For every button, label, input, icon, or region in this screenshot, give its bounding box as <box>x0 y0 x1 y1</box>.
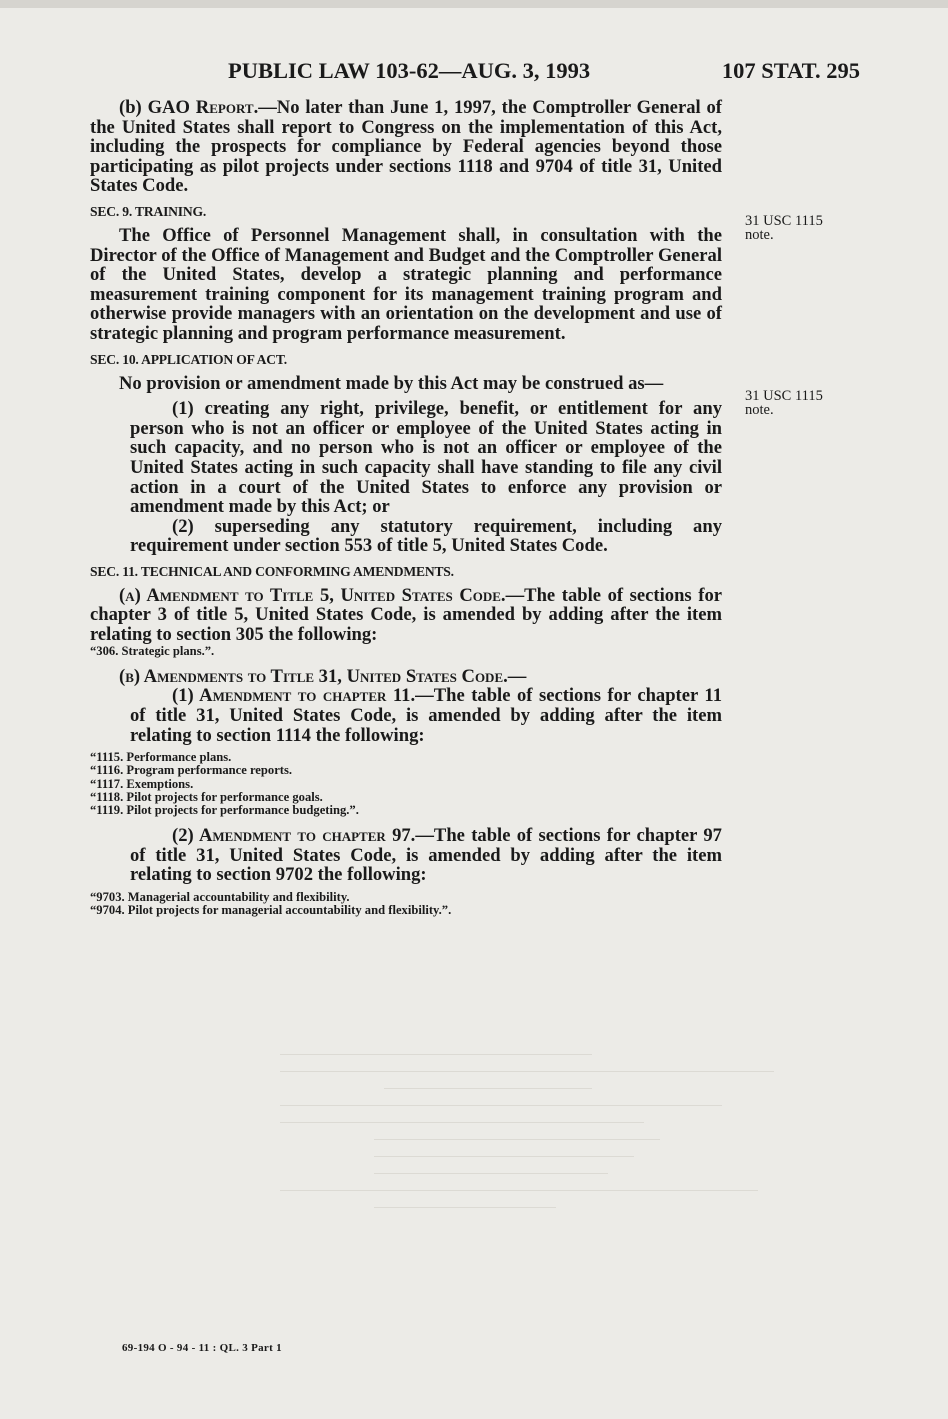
amendment-a-text: —The table of sections for chapter 3 of title 5, United States Code, is amended by adding after the item relating to section 305 the following: <box>90 584 722 646</box>
gao-text: .—No later than June 1, 1997, the Comptroller General of the United States shall report to Congress on the implementation of this Act, including the prospects for compliance by Federal agencies beyond those participating as pilot projects under sections 1118 and 9704 of title 31, United States Code. <box>90 97 723 197</box>
page-header <box>90 58 860 92</box>
amendment-b1-text: —The table of sections for chapter 11 of title 31, United States Code, is amended by adding after the item relating to section 1114 the following: <box>130 685 722 746</box>
document-body <box>90 98 722 917</box>
bleed-through-background <box>280 1040 800 1230</box>
page-edge <box>0 0 948 8</box>
page-footer: 69-194 O - 94 - 11 : QL. 3 Part 1 <box>122 1342 282 1354</box>
section-heading-10: SEC. 10. APPLICATION OF ACT. <box>90 351 287 367</box>
amendment-a-label: (a) Amendment to Title 5, United States Code. <box>119 584 506 606</box>
margin-note-citation: 31 USC 1115 <box>745 388 823 404</box>
application-intro: No provision or amendment made by this Act may be construed as— <box>119 372 664 394</box>
application-item-2: (2) superseding any statutory requirement, including any requirement under section 553 of title 5, United States Code. <box>130 515 722 557</box>
margin-note-label: note. <box>745 227 774 243</box>
amendment-b2-text: —The table of sections for chapter 97 of title 31, United States Code, is amended by adding after the item relating to section 9702 the following: <box>130 825 722 886</box>
section-heading-9: SEC. 9. TRAINING. <box>90 203 207 219</box>
amendment-b1-list <box>90 751 722 817</box>
amendment-b-heading <box>90 667 722 687</box>
margin-note-citation: 31 USC 1115 <box>745 213 823 229</box>
training-paragraph: The Office of Personnel Management shall, in consultation with the Director of the Office of Management and Budget and the Comptroller General of the United States, develop a strategic planning and performance measurement training component for its management training program and otherwise provide managers with an orientation on the development and use of strategic planning and program performance measurement. <box>90 224 722 344</box>
margin-note-label: note. <box>745 402 774 418</box>
list-item: “1116. Program performance reports. <box>90 763 293 778</box>
amendment-a-item: “306. Strategic plans.”. <box>90 643 215 658</box>
gao-label: (b) GAO <box>119 97 196 118</box>
amendment-b1-paragraph <box>90 686 722 745</box>
section-heading-11: SEC. 11. TECHNICAL AND CONFORMING AMENDMENTS. <box>90 563 454 579</box>
amendment-b2-list <box>90 891 722 917</box>
amendment-b-label: (b) Amendments to Title 31, United States Code. <box>119 665 508 687</box>
gao-report-paragraph <box>90 98 722 196</box>
list-item: “9703. Managerial accountability and flexibility. <box>90 890 350 905</box>
margin-note-sec9 <box>745 214 855 242</box>
amendment-b2-paragraph <box>90 826 722 885</box>
amendment-b1-label: (1) Amendment to chapter 11. <box>172 685 416 707</box>
list-item: “9704. Pilot projects for managerial accountability and flexibility.”. <box>90 903 452 918</box>
amendment-b-dash: — <box>507 665 527 687</box>
margin-note-sec10 <box>745 389 855 417</box>
application-item-1: (1) creating any right, privilege, benefit, or entitlement for any person who is not an officer or employee of the United States acting in such capacity, and no person who is not an officer or employee of the United States acting in such capacity shall have standing to file any civil action in a court of the United States to enforce any provision or amendment made by this Act; or <box>130 398 722 518</box>
list-item: “1117. Exemptions. <box>90 776 194 791</box>
list-item: “1118. Pilot projects for performance goals. <box>90 789 323 804</box>
amendment-b2-label: (2) Amendment to chapter 97. <box>172 825 416 847</box>
list-item: “1115. Performance plans. <box>90 750 232 765</box>
amendment-a-paragraph <box>90 586 722 645</box>
header-stat-page: 107 STAT. 295 <box>721 58 860 83</box>
header-title: PUBLIC LAW 103-62—AUG. 3, 1993 <box>228 58 591 83</box>
list-item: “1119. Pilot projects for performance budgeting.”. <box>90 803 359 818</box>
gao-label-smallcaps: Report <box>195 97 254 118</box>
